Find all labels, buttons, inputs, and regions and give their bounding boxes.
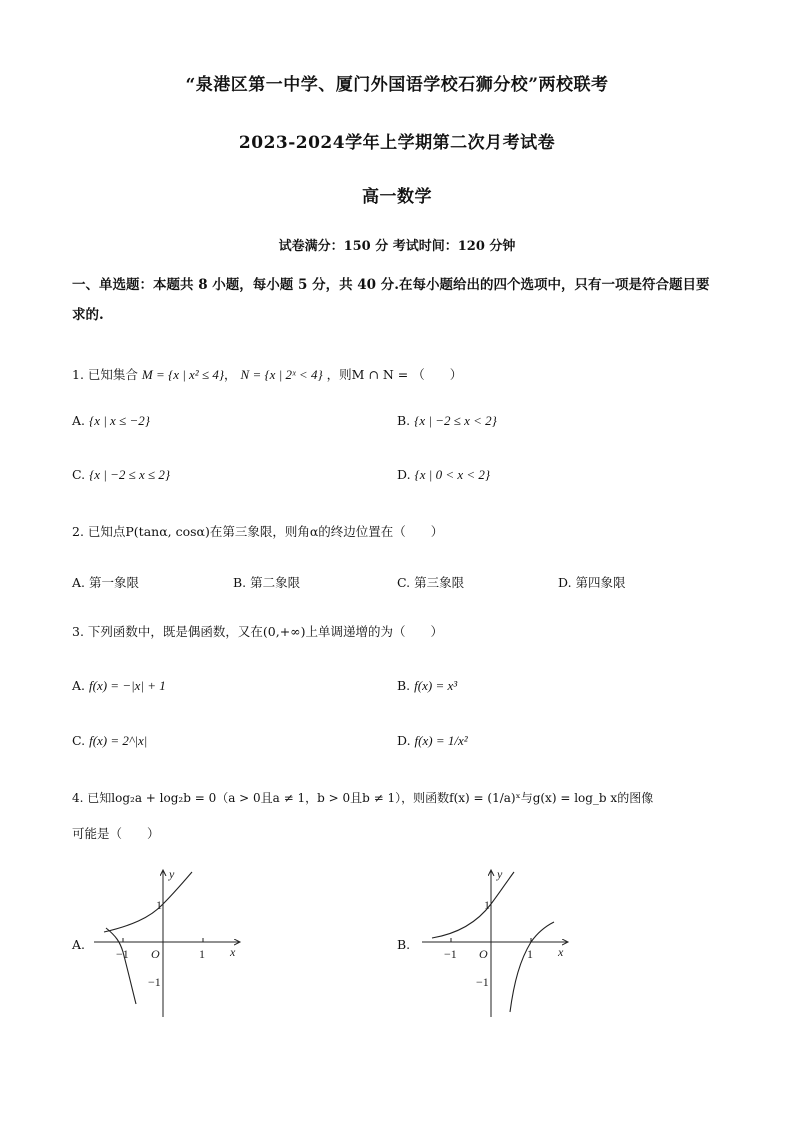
exam-meta: 试卷满分：150 分 考试时间：120 分钟 bbox=[278, 239, 516, 254]
question-2-option-c[interactable]: C. 第三象限 bbox=[397, 575, 465, 590]
origin-label: O bbox=[479, 947, 488, 961]
question-3-option-c[interactable]: C. f(x) = 2^|x| bbox=[72, 733, 148, 748]
x-one-label: 1 bbox=[527, 947, 533, 961]
question-1-option-c[interactable]: C. {x | −2 ≤ x ≤ 2} bbox=[72, 467, 171, 482]
curve-exponential bbox=[104, 872, 192, 932]
y-one-label: 1 bbox=[484, 898, 490, 912]
question-2-option-d[interactable]: D. 第四象限 bbox=[558, 575, 626, 590]
question-4-graph-b[interactable] bbox=[418, 862, 578, 1022]
curve-exponential bbox=[432, 872, 514, 938]
x-neg-one-label: −1 bbox=[116, 947, 129, 961]
y-axis-label: y bbox=[497, 867, 503, 881]
question-1-set-m: M = {x | x² ≤ 4} bbox=[141, 367, 225, 382]
curve-logarithmic bbox=[510, 922, 554, 1012]
section-heading: 一、单选题：本题共 8 小题，每小题 5 分，共 40 分.在每小题给出的四个选项中，只有一项是符合题目要求的. bbox=[72, 277, 710, 323]
exam-subject: 高一数学 bbox=[362, 187, 432, 207]
y-neg-one-label: −1 bbox=[148, 975, 161, 989]
y-one-label: 1 bbox=[156, 898, 162, 912]
question-4-option-a-label[interactable]: A. bbox=[72, 937, 86, 952]
exam-term-title: 2023-2024学年上学期第二次月考试卷 bbox=[238, 133, 556, 153]
x-axis-label: x bbox=[558, 945, 564, 959]
x-axis-label: x bbox=[230, 945, 236, 959]
question-4-stem-line2: 可能是（ ） bbox=[72, 826, 160, 841]
question-2-stem: 2. 已知点P(tanα, cosα)在第三象限，则角α的终边位置在（ ） bbox=[72, 524, 444, 539]
y-axis-label: y bbox=[169, 867, 175, 881]
question-1-suffix: ，则M ∩ N = （ ） bbox=[326, 367, 463, 382]
question-3-option-a[interactable]: A. f(x) = −|x| + 1 bbox=[72, 678, 166, 693]
exam-title: “泉港区第一中学、厦门外国语学校石狮分校”两校联考 bbox=[185, 75, 609, 95]
question-1-stem: 1. 已知集合 M = {x | x² ≤ 4}， N = {x | 2ˣ < 4} ，则M ∩ N = （ ） bbox=[72, 367, 463, 382]
question-3-option-d[interactable]: D. f(x) = 1/x² bbox=[397, 733, 468, 748]
question-3-stem: 3. 下列函数中，既是偶函数，又在(0,+∞)上单调递增的为（ ） bbox=[72, 624, 443, 639]
y-neg-one-label: −1 bbox=[476, 975, 489, 989]
question-1-set-n: N = {x | 2ˣ < 4} bbox=[240, 367, 323, 382]
question-1-option-b[interactable]: B. {x | −2 ≤ x < 2} bbox=[397, 413, 497, 428]
question-3-option-b[interactable]: B. f(x) = x³ bbox=[397, 678, 458, 693]
question-4-stem-line1: 4. 已知log₂a + log₂b = 0（a > 0且a ≠ 1，b > 0且b ≠ 1），则函数f(x) = (1/a)ˣ与g(x) = log_b x的图像 bbox=[72, 791, 654, 805]
question-1-prefix: 1. 已知集合 bbox=[72, 367, 138, 382]
question-2-option-b[interactable]: B. 第二象限 bbox=[233, 575, 301, 590]
x-neg-one-label: −1 bbox=[444, 947, 457, 961]
curve-logarithmic bbox=[106, 928, 136, 1004]
question-4-option-b-label[interactable]: B. bbox=[397, 937, 411, 952]
origin-label: O bbox=[151, 947, 160, 961]
question-4-graph-a[interactable] bbox=[90, 862, 250, 1022]
question-1-option-a[interactable]: A. {x | x ≤ −2} bbox=[72, 413, 150, 428]
question-2-option-a[interactable]: A. 第一象限 bbox=[72, 575, 140, 590]
question-1-option-d[interactable]: D. {x | 0 < x < 2} bbox=[397, 467, 491, 482]
x-one-label: 1 bbox=[199, 947, 205, 961]
